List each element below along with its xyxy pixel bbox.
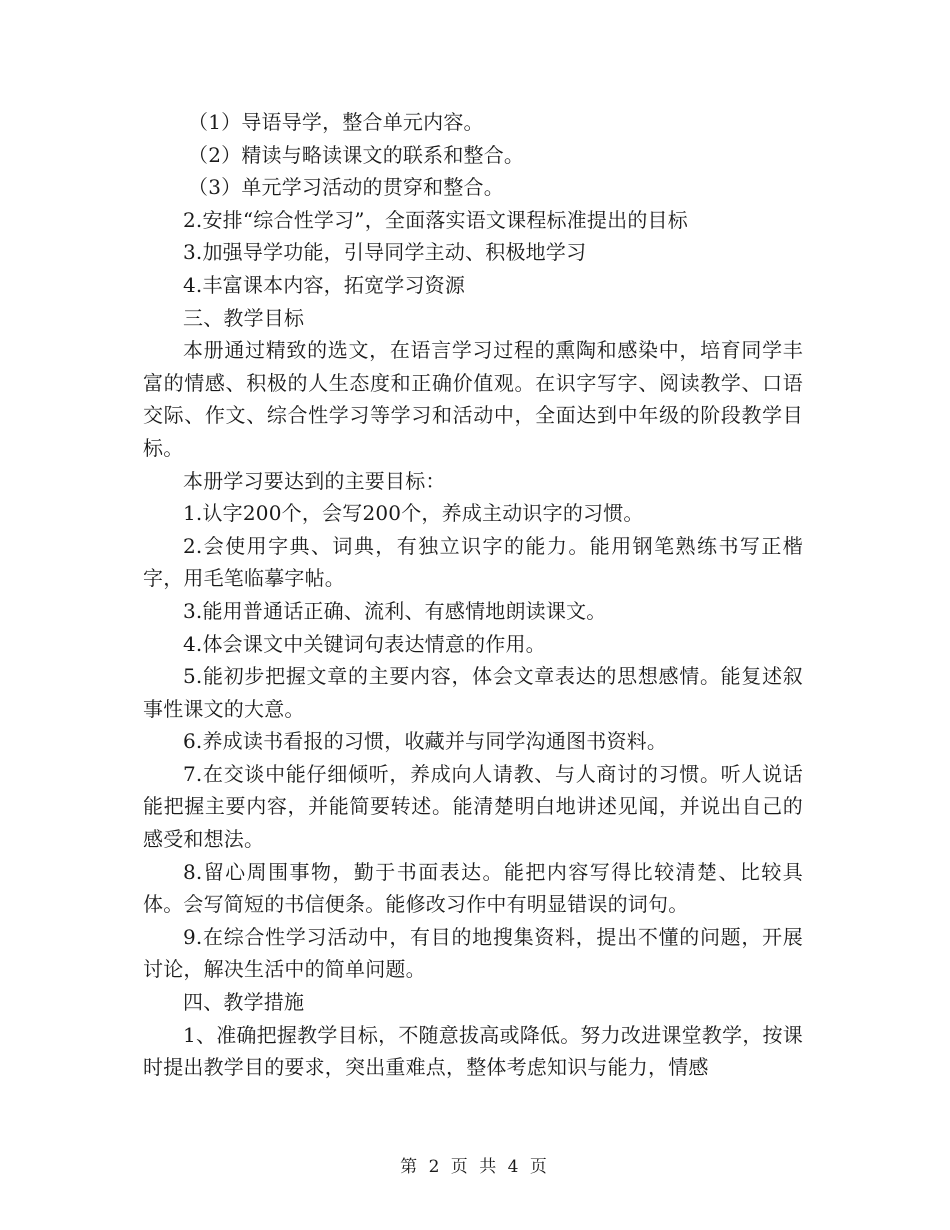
goal-item-8: 8.留心周围事物，勤于书面表达。能把内容写得比较清楚、比较具体。会写简短的书信便条。能修改习作中有明显错误的词句。 xyxy=(143,859,803,917)
paragraph-item-3: 3.加强导学功能，引导同学主动、积极地学习 xyxy=(183,240,587,265)
paragraph-goals-lead: 本册学习要达到的主要目标： xyxy=(183,468,446,493)
goal-item-3: 3.能用普通话正确、流利、有感情地朗读课文。 xyxy=(183,598,607,623)
measure-item-1: 1、准确把握教学目标，不随意拔高或降低。努力改进课堂教学，按课时提出教学目的要求，突出重难点，整体考虑知识与能力，情感 xyxy=(143,1022,803,1080)
goal-item-4: 4.体会课文中关键词句表达情意的作用。 xyxy=(183,631,546,656)
goal-item-9: 9.在综合性学习活动中，有目的地搜集资料，提出不懂的问题，开展讨论，解决生活中的简单问题。 xyxy=(143,924,803,982)
goal-item-1: 1.认字200个，会写200个，养成主动识字的习惯。 xyxy=(183,501,644,526)
paragraph-item-4: 4.丰富课本内容，拓宽学习资源 xyxy=(183,272,466,297)
paragraph-sub-2: （2）精读与略读课文的联系和整合。 xyxy=(188,142,525,167)
goal-item-7: 7.在交谈中能仔细倾听，养成向人请教、与人商讨的习惯。听人说话能把握主要内容，并能简要转述。能清楚明白地讲述见闻，并说出自己的感受和想法。 xyxy=(143,761,803,852)
paragraph-item-2: 2.安排“综合性学习”，全面落实语文课程标准提出的目标 xyxy=(183,207,688,232)
document-body xyxy=(143,106,803,1084)
section-heading-teaching-goals: 三、教学目标 xyxy=(183,305,305,330)
page-footer xyxy=(0,1152,950,1177)
section-heading-teaching-measures: 四、教学措施 xyxy=(183,990,305,1015)
goal-item-5: 5.能初步把握文章的主要内容，体会文章表达的思想感情。能复述叙事性课文的大意。 xyxy=(143,664,803,721)
goal-item-2: 2.会使用字典、词典，有独立识字的能力。能用钢笔熟练书写正楷字，用毛笔临摹字帖。 xyxy=(143,533,803,591)
paragraph-intro: 本册通过精致的选文，在语言学习过程的熏陶和感染中，培育同学丰富的情感、积极的人生态度和正确价值观。在识字写字、阅读教学、口语交际、作文、综合性学习等学习和活动中，全面达到中年级的阶段教学目标。 xyxy=(143,338,803,460)
paragraph-sub-3: （3）单元学习活动的贯穿和整合。 xyxy=(188,175,504,200)
page-number-label: 第 2 页 共 4 页 xyxy=(400,1157,550,1177)
paragraph-sub-1: （1）导语导学，整合单元内容。 xyxy=(188,110,484,134)
goal-item-6: 6.养成读书看报的习惯，收藏并与同学沟通图书资料。 xyxy=(183,729,668,754)
